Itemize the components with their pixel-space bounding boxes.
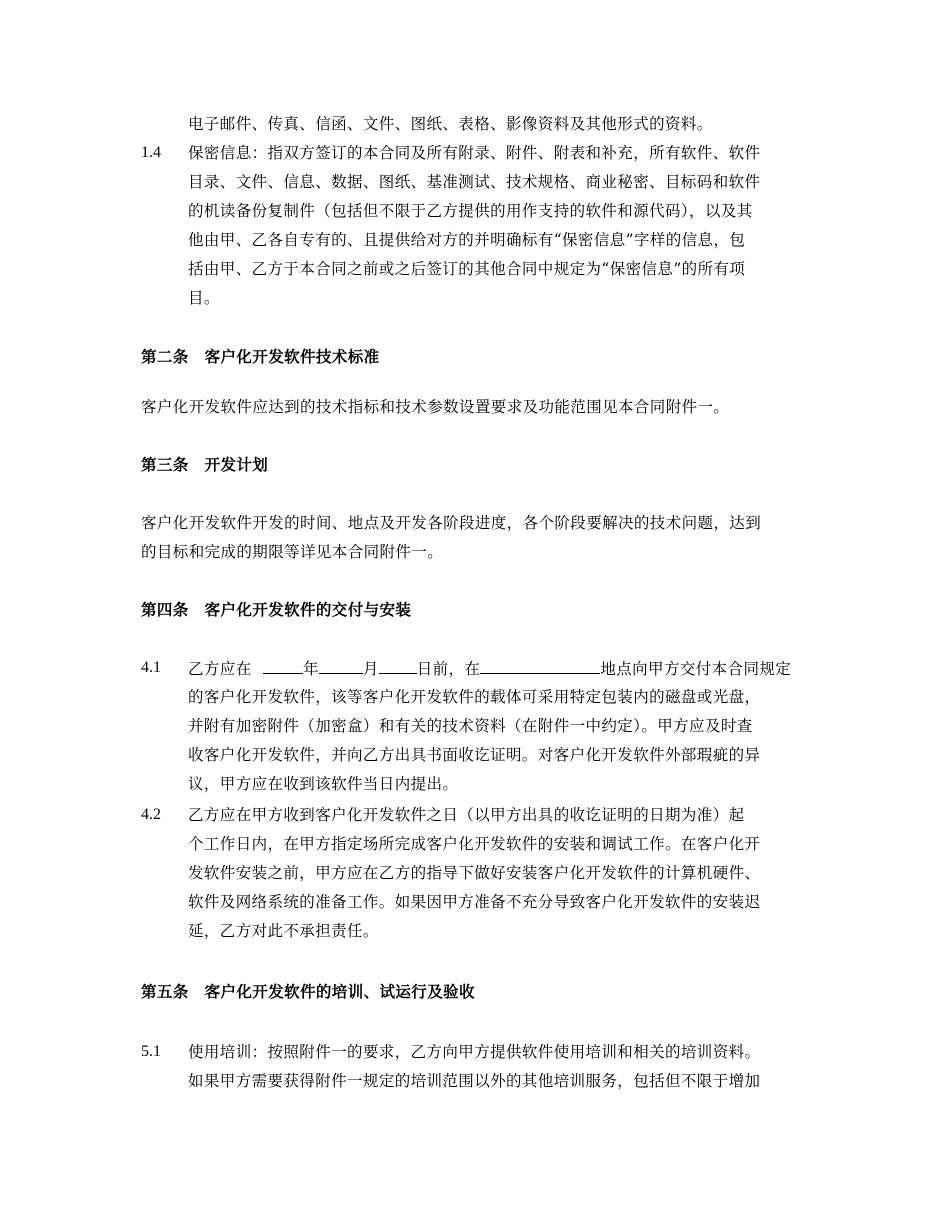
clause-number: 4.2 <box>141 806 161 823</box>
clause-line: 保密信息：指双方签订的本合同及所有附录、附件、附表和补充，所有软件、软件 <box>188 144 761 162</box>
article-paragraph: 客户化开发软件应达到的技术指标和技术参数设置要求及功能范围见本合同附件一。 <box>141 398 730 416</box>
article-heading: 第五条 客户化开发软件的培训、试运行及验收 <box>141 982 475 1001</box>
clause-line: 延，乙方对此不承担责任。 <box>188 922 379 940</box>
delivery-text-b: 年 <box>302 660 319 678</box>
clause-line-with-blanks <box>188 658 791 679</box>
clause-line: 使用培训：按照附件一的要求，乙方向甲方提供软件使用培训和相关的培训资料。 <box>188 1043 761 1061</box>
clause-line: 收客户化开发软件，并向乙方出具书面收讫证明。对客户化开发软件外部瑕疵的异 <box>188 746 761 764</box>
article-heading: 第三条 开发计划 <box>141 455 269 474</box>
article-heading: 第二条 客户化开发软件技术标准 <box>141 347 380 366</box>
article-paragraph: 的目标和完成的期限等详见本合同附件一。 <box>141 543 444 561</box>
article-paragraph: 客户化开发软件开发的时间、地点及开发各阶段进度，各个阶段要解决的技术问题，达到 <box>141 514 762 532</box>
clause-line: 目录、文件、信息、数据、图纸、基准测试、技术规格、商业秘密、目标码和软件 <box>188 173 761 191</box>
clause-line: 发软件安装之前，甲方应在乙方的指导下做好安装客户化开发软件的计算机硬件、 <box>188 864 761 882</box>
clause-number: 5.1 <box>141 1043 161 1060</box>
clause-line: 如果甲方需要获得附件一规定的培训范围以外的其他培训服务，包括但不限于增加 <box>188 1072 761 1090</box>
clause-line: 并附有加密附件（加密盒）和有关的技术资料（在附件一中约定）。甲方应及时查 <box>188 717 753 735</box>
article-heading: 第四条 客户化开发软件的交付与安装 <box>141 600 412 619</box>
clause-line: 个工作日内，在甲方指定场所完成客户化开发软件的安装和调试工作。在客户化开 <box>188 835 761 853</box>
day-blank[interactable] <box>379 658 417 674</box>
year-blank[interactable] <box>263 658 303 674</box>
delivery-text-e: 地点向甲方交付本合同规定 <box>600 660 792 678</box>
clause-line: 乙方应在甲方收到客户化开发软件之日（以甲方出具的收讫证明的日期为准）起 <box>188 806 745 824</box>
delivery-text-d: 日前，在 <box>416 660 481 678</box>
delivery-text-a: 乙方应在 <box>188 660 252 678</box>
clause-line: 软件及网络系统的准备工作。如果因甲方准备不充分导致客户化开发软件的安装迟 <box>188 893 761 911</box>
location-blank[interactable] <box>480 658 600 674</box>
delivery-text-c: 月 <box>362 660 379 678</box>
clause-number: 4.1 <box>141 659 161 676</box>
clause-line: 括由甲、乙方于本合同之前或之后签订的其他合同中规定为“保密信息”的所有项 <box>188 260 746 278</box>
month-blank[interactable] <box>319 658 363 674</box>
clause-line: 他由甲、乙各自专有的、且提供给对方的并明确标有“保密信息”字样的信息，包 <box>188 231 746 249</box>
clause-line: 目。 <box>188 289 220 307</box>
clause-number: 1.4 <box>141 144 161 161</box>
clause-line: 议，甲方应在收到该软件当日内提出。 <box>188 775 459 793</box>
continuation-line: 电子邮件、传真、信函、文件、图纸、表格、影像资料及其他形式的资料。 <box>188 115 713 133</box>
clause-line: 的机读备份复制件（包括但不限于乙方提供的用作支持的软件和源代码），以及其 <box>188 202 753 220</box>
clause-line: 的客户化开发软件，该等客户化开发软件的载体可采用特定包装内的磁盘或光盘， <box>188 688 761 706</box>
